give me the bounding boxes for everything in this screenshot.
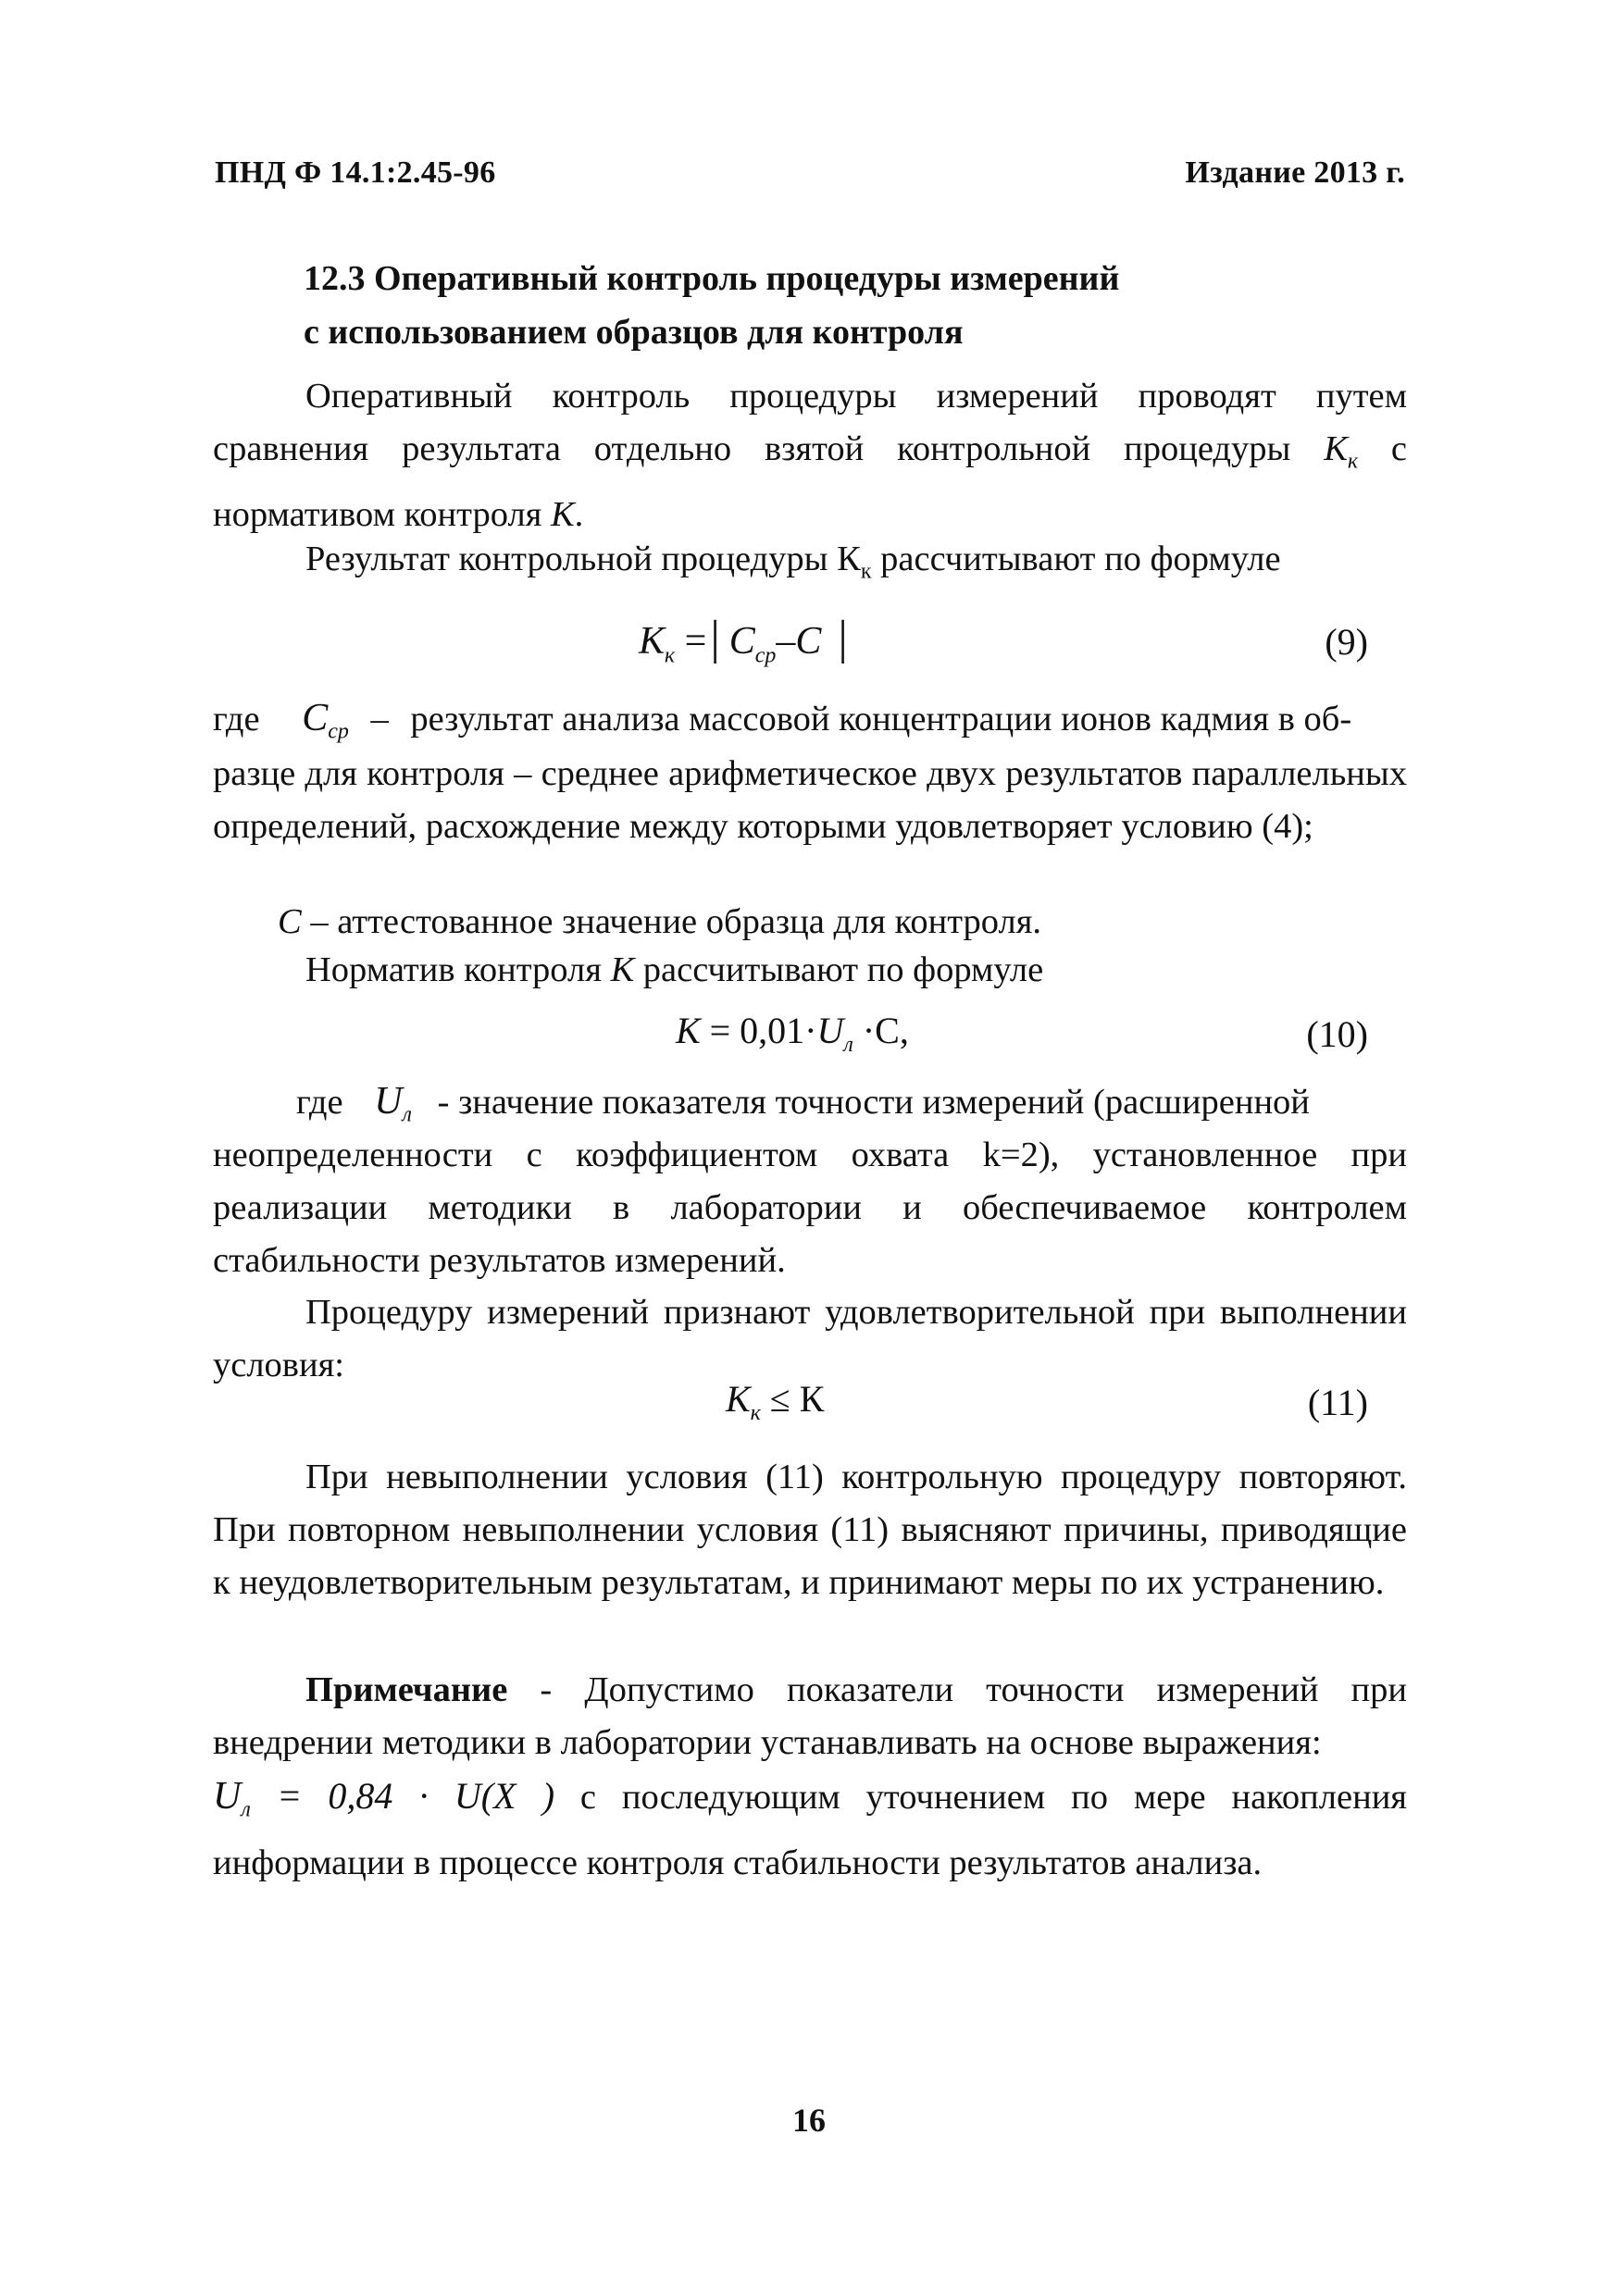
var-kk-sub: к — [1347, 449, 1359, 474]
paragraph-norm-var: К — [610, 950, 635, 989]
var-k: К — [551, 494, 575, 534]
formula-11-lhs: К — [726, 1378, 751, 1420]
where-csr-var: С — [302, 697, 329, 739]
paragraph-result-text-end: рассчитывают по формуле — [871, 540, 1281, 578]
where-ul-sub: л — [402, 1102, 412, 1127]
where-csr-sub: ср — [328, 719, 349, 744]
paragraph-intro — [213, 370, 1407, 541]
note-label: Примечание — [305, 1670, 508, 1709]
formula-9-c: С — [795, 620, 822, 663]
formula-9-equals: = — [675, 620, 707, 663]
paragraph-intro-text-b: с нормативом контроля — [213, 429, 1407, 534]
formula-9-c-avg: С — [728, 620, 755, 663]
formula-10-u: U — [816, 1010, 844, 1051]
where-ul-var: U — [374, 1080, 403, 1123]
equation-number-11: (11) — [1307, 1382, 1368, 1423]
formula-9-abs-right: | — [838, 612, 848, 664]
where-word: где — [213, 700, 260, 738]
note-formula-u-sub: л — [241, 1797, 251, 1822]
where-ul-word: где — [296, 1083, 343, 1122]
where-c-text: – аттестованное значение образца для контроля. — [301, 902, 1042, 941]
paragraph-result-formula — [213, 533, 1407, 599]
formula-10 — [676, 1009, 909, 1058]
var-kk-base: К — [1324, 429, 1348, 468]
section-title-line-2: с использованием образцов для контроля — [304, 313, 964, 352]
where-c-line — [278, 896, 1407, 949]
document-code: ПНД Ф 14.1:2.45-96 — [215, 155, 496, 190]
section-title-line-1: 12.3 Оперативный контроль процедуры измерений — [304, 259, 1120, 298]
formula-9-lhs-sub: к — [664, 643, 676, 668]
formula-10-rhs-a: = 0,01· — [700, 1010, 817, 1051]
note-paragraph — [213, 1664, 1407, 1769]
paragraph-repeat: При невыполнении условия (11) контрольную процедуру повторяют. При повторном невыполнении условия (11) выясняют причины, приводящие к неудовлетворительным результатам, и принимают меры по их устранению. — [213, 1458, 1407, 1602]
formula-9-abs-left: | — [710, 612, 720, 664]
formula-9-c-avg-sub: ср — [754, 643, 777, 668]
page-number: 16 — [792, 2102, 826, 2139]
var-kk — [1324, 429, 1359, 474]
paragraph-intro-text-c: . — [574, 494, 584, 534]
where-ul-text-first: - значение показателя точности измерений (расширенной — [437, 1083, 1310, 1122]
formula-11-lhs-sub: к — [750, 1401, 761, 1425]
note-formula-paragraph — [213, 1769, 1407, 1890]
formula-11 — [726, 1377, 824, 1426]
where-csr-dash: – — [370, 700, 389, 738]
note-text: - Допустимо показатели точности измерений при внедрении методики в лаборатории устанавливать на основе выражения: — [213, 1670, 1407, 1762]
where-c-var: С — [278, 902, 302, 941]
formula-10-u-sub: л — [843, 1033, 853, 1057]
where-ul-text-rest: неопределенности с коэффициентом охвата k=2), установленное при реализации методики в лаборатории и обеспечиваемое контролем стабильности результатов измерений. — [213, 1136, 1407, 1280]
formula-10-rhs-b: ·С, — [853, 1010, 909, 1051]
paragraph-norm-text-b: рассчитывают по формуле — [634, 950, 1044, 989]
paragraph-acceptance: Процедуру измерений признают удовлетворительной при выполнении условия: — [213, 1293, 1407, 1384]
note-formula-text: с последующим уточнением по мере накопления информации в процессе контроля стабильности результатов анализа. — [213, 1778, 1408, 1882]
formula-10-lhs: К — [676, 1010, 701, 1051]
formula-9-lhs: К — [639, 620, 665, 663]
section-title — [304, 252, 1229, 359]
formula-9-minus: – — [776, 620, 796, 663]
equation-number-9: (9) — [1325, 621, 1368, 663]
formula-9 — [639, 611, 848, 668]
where-csr-text-rest: разце для контроля – среднее арифметическое двух результатов параллельных определений, расхождение между которыми удовлетворяет условию (4); — [213, 754, 1407, 846]
paragraph-norm-formula — [213, 944, 1407, 997]
formula-11-relation: ≤ К — [760, 1378, 825, 1420]
note-formula-expr: = 0,84 · U(X ) — [250, 1775, 555, 1817]
note-formula-u: U — [213, 1775, 242, 1818]
edition-label: Издание 2013 г. — [1185, 155, 1405, 190]
paragraph-result-text: Результат контрольной процедуры К — [305, 540, 861, 578]
equation-number-10: (10) — [1306, 1013, 1368, 1055]
where-csr-text-first: результат анализа массовой концентрации ионов кадмия в об- — [410, 700, 1352, 738]
paragraph-intro-text-a: Оперативный контроль процедуры измерений проводят путем сравнения результата отдельно взятой контрольной процедуры — [213, 377, 1407, 468]
paragraph-norm-text-a: Норматив контроля — [305, 950, 611, 989]
paragraph-result-sub: к — [860, 559, 872, 584]
